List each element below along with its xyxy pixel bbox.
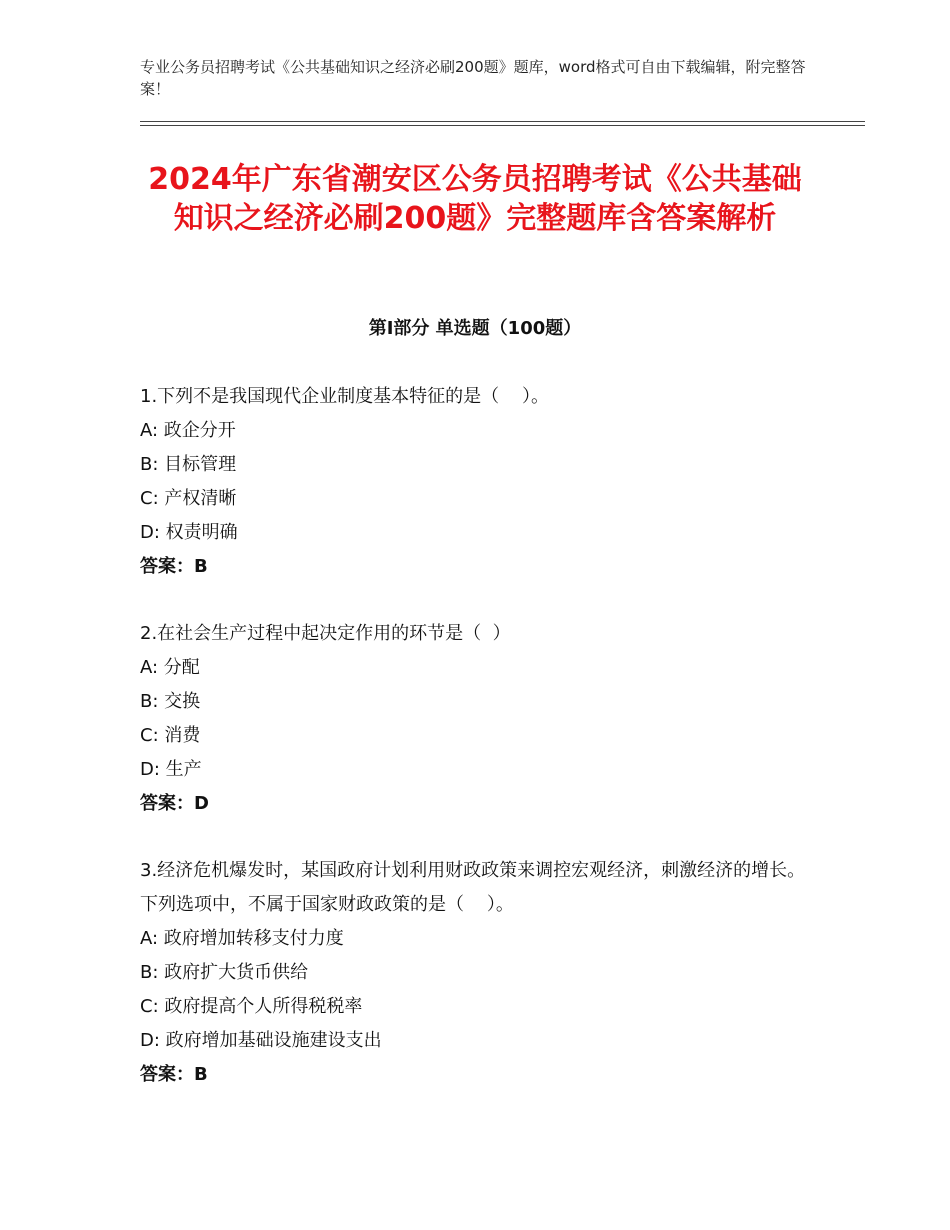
option-b: B: 交换 xyxy=(140,691,201,712)
question-list xyxy=(140,380,810,1125)
option-c: C: 政府提高个人所得税税率 xyxy=(140,996,363,1017)
option-d: D: 政府增加基础设施建设支出 xyxy=(140,1030,382,1051)
option-a: A: 政企分开 xyxy=(140,420,236,441)
header-divider-bottom xyxy=(140,125,865,126)
header-note: 专业公务员招聘考试《公共基础知识之经济必刷200题》题库，word格式可自由下载编辑，附完整答案！ xyxy=(140,58,806,98)
option-b: B: 目标管理 xyxy=(140,454,237,475)
answer: 答案：D xyxy=(140,793,209,814)
option-d: D: 权责明确 xyxy=(140,522,238,543)
option-c: C: 消费 xyxy=(140,725,201,746)
option-d: D: 生产 xyxy=(140,759,202,780)
page-title: 2024年广东省潮安区公务员招聘考试《公共基础知识之经济必刷200题》完整题库含答案解析 xyxy=(148,162,802,236)
question-stem: 1.下列不是我国现代企业制度基本特征的是（ ）。 xyxy=(140,386,550,407)
answer: 答案：B xyxy=(140,1064,208,1085)
question-1 xyxy=(140,380,810,584)
header-divider-top xyxy=(140,121,865,122)
option-c: C: 产权清晰 xyxy=(140,488,237,509)
question-stem: 2.在社会生产过程中起决定作用的环节是（ ） xyxy=(140,623,511,644)
question-3 xyxy=(140,854,810,1092)
question-2 xyxy=(140,617,810,821)
section-title: 第Ⅰ部分 单选题（100题） xyxy=(368,318,582,339)
option-b: B: 政府扩大货币供给 xyxy=(140,962,309,983)
option-a: A: 政府增加转移支付力度 xyxy=(140,928,344,949)
option-a: A: 分配 xyxy=(140,657,200,678)
question-stem: 3.经济危机爆发时，某国政府计划利用财政政策来调控宏观经济，刺激经济的增长。下列选项中，不属于国家财政政策的是（ ）。 xyxy=(140,860,806,915)
answer: 答案：B xyxy=(140,556,208,577)
